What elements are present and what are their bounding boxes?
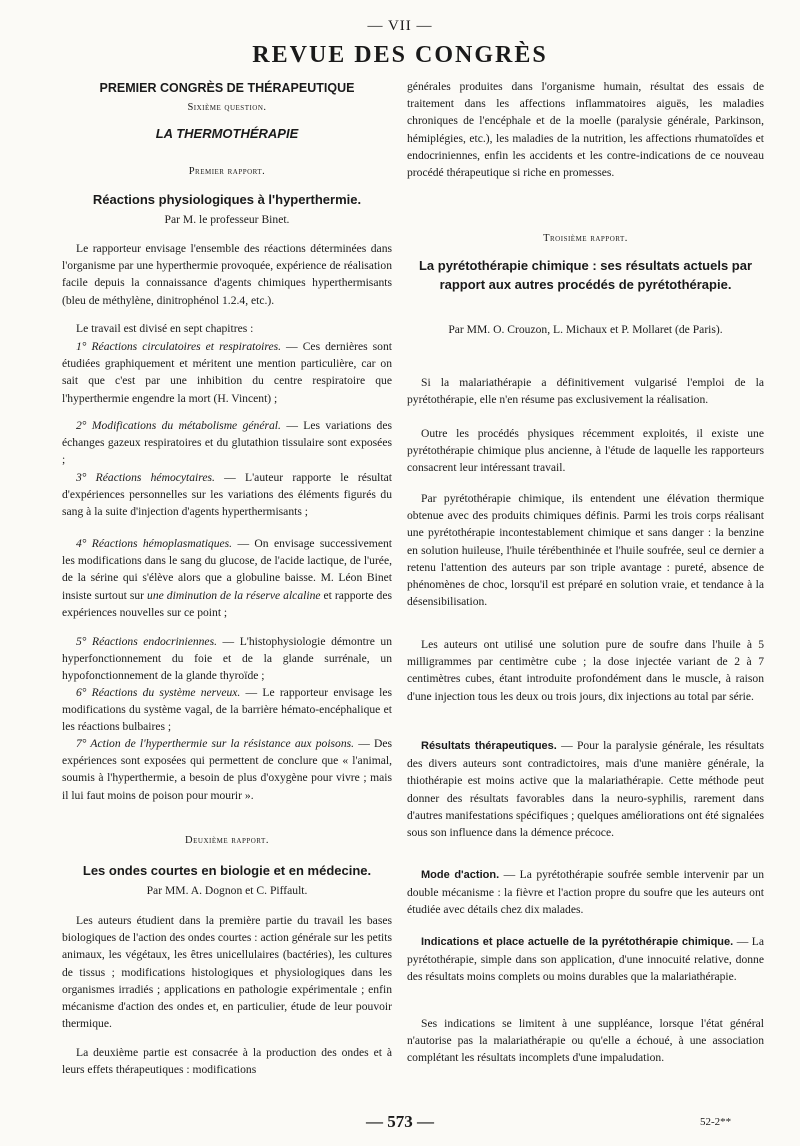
mode-text: — La pyrétothérapie soufrée semble intervenir par un double mécanisme : la fièvre et l'action propre du soufre que les auteurs ont étudiée avec détails chez dix malades. [407,868,764,917]
subject-heading: LA THERMOTHÉRAPIE [155,126,299,141]
mode-heading: Mode d'action. [421,869,500,881]
chapter-4-text-end: et rapporte des expériences nouvelles sur ce point ; [62,588,392,619]
chapter-4-emphasis: une diminution de la réserve alcaline [147,588,321,602]
report3-title: La pyrétothérapie chimique : ses résultats actuels par rapport aux autres procédés de pyrétothérapie. [418,258,753,292]
report1-title: Réactions physiologiques à l'hyperthermie. [92,192,362,207]
chapter-3 [62,469,392,521]
indications-text: — La pyrétothérapie, simple dans son application, d'une innocuité relative, donne des résultats moins complets ou moins durables que la malariathérapie. [407,935,764,984]
chapter-4 [62,535,392,621]
report2-para1: Les auteurs étudient dans la première partie du travail les bases biologiques de l'action des ondes courtes : action générale sur les petits animaux, les végétaux, les êtres unicellulaires (bactéries), les cultures de tissus ; modifications histologiques et physiologiques dans les organismes irradiés ; applications en pathologie expérimentale ; enfin mécanisme d'action des ondes et, en particulier, étude de leur pouvoir thermique. [62,914,392,1031]
results-heading: Résultats thérapeutiques. [421,740,557,752]
mode-section [407,866,764,919]
chapter-1-text: — Ces dernières sont étudiées graphiquement et méritent une mention particulière, car on sait que c'est par une inhibition du centre respiratoire que l'hyperthermie engendre la mort (H. Vincent) ; [62,340,392,405]
chapter-1-head: 1° Réactions circulatoires et respiratoires. [76,340,282,353]
report2-author: Par MM. A. Dognon et C. Piffault. [146,884,308,897]
page-title: REVUE DES CONGRÈS [252,42,548,68]
chapter-5-head: 5° Réactions endocriniennes. [76,635,217,648]
report2-label: Deuxième rapport. [185,835,269,846]
chapter-2-head: 2° Modifications du métabolisme général. [76,419,281,432]
chapter-6-head: 6° Réactions du système nerveux. [76,686,241,699]
chapter-6 [62,684,392,736]
report2-para2: La deuxième partie est consacrée à la production des ondes et à leurs effets thérapeutiques : modifications [62,1046,392,1077]
report3-para2: Outre les procédés physiques récemment exploités, il existe une pyrétothérapie chimique plus ancienne, à l'étude de laquelle les rapporteurs consacrent leur intéressant travail. [407,427,764,475]
report3-author: Par MM. O. Crouzon, L. Michaux et P. Mollaret (de Paris). [448,323,723,336]
chapter-4-text: — On envisage successivement les modifications dans le sang du glucose, de l'acide lactique, de l'urée, de la sérine qui s'élève alors que a globuline baisse. M. Léon Binet insiste surtout sur [62,537,392,602]
chapter-7-text: — Des expériences sont exposées qui permettent de conclure que « l'animal, soumis à l'hyperthermie, a besoin de plus d'oxygène pour vivre ; mais il lui faut moins de poison pour mourir ». [62,737,392,802]
chapter-2 [62,417,392,469]
chapter-3-text: — L'auteur rapporte le résultat d'expériences personnelles sur les variations des éléments figurés du sang à la suite d'injection d'agents hyperthermisants ; [62,471,392,519]
chapter-4-head: 4° Réactions hémoplasmatiques. [76,537,233,550]
chapter-6-text: — Le rapporteur envisage les modifications du système vagal, de la barrière hémato-encéphalique et les réactions bulbaires ; [62,686,392,734]
report3-para5: Ses indications se limitent à une suppléance, lorsque l'état général n'autorise pas la malariathérapie ou qu'elle a échoué, à une association complétant les résultats incomplets d'une impaludation. [407,1017,764,1065]
indications-section [407,933,764,986]
report1-label: Premier rapport. [188,166,266,177]
report1-author: Par M. le professeur Binet. [164,213,290,226]
page-number: — 573 — [366,1112,434,1131]
chapter-5 [62,633,392,685]
report1-para2: Le travail est divisé en sept chapitres : [76,322,254,335]
print-code: 52-2** [700,1116,732,1128]
chapter-7 [62,735,392,804]
page-top-number: — VII — [367,18,433,34]
report3-para4: Les auteurs ont utilisé une solution pure de soufre dans l'huile à 5 milligrammes par centimètre cube ; la dose injectée variant de 2 à 7 centimètres cubes, étant introduite profondément dans le muscle, à raison d'une injection tous les deux ou trois jours, dix injections au total par série. [407,638,764,703]
report3-para1: Si la malariathérapie a définitivement vulgarisé l'emploi de la pyrétothérapie, elle n'en résume pas exclusivement la réalisation. [407,376,764,407]
chapter-5-text: — L'histophysiologie démontre un hyperfonctionnement du foie et de la glande surrénale, un hypofonctionnement de la glande thyroïde ; [62,635,392,683]
chapter-1 [62,338,392,407]
results-section [407,737,764,841]
chapter-7-head: 7° Action de l'hyperthermie sur la résistance aux poisons. [76,737,355,750]
chapter-2-text: — Les variations des échanges gazeux respiratoires et du glutathion tissulaire sont exposées ; [62,419,392,467]
indications-heading: Indications et place actuelle de la pyrétothérapie chimique. [421,936,734,948]
report3-label: Troisième rapport. [543,233,628,244]
question-label: Sixième question. [187,102,267,113]
report2-title: Les ondes courtes en biologie et en médecine. [82,863,372,878]
report3-para3: Par pyrétothérapie chimique, ils entendent une élévation thermique obtenue avec des produits chimiques définis. Parmi les trois corps réalisant une pyrétothérapie incontestablement chimique et sans danger : la benzine en solution huileuse, l'huile térébenthinée et l'huile soufrée, seul ce dernier a retenu l'attention des auteurs par son triple avantage : pureté, absence de phénomènes de choc, lorsqu'il est préparé en solution vraie, et tendance à la désensibilisation. [407,492,764,609]
congress-heading: PREMIER CONGRÈS DE THÉRAPEUTIQUE [99,81,355,95]
results-text: — Pour la paralysie générale, les résultats des divers auteurs sont contradictoires, mais d'une manière générale, la thiothérapie est moins active que la malariathérapie. Cette méthode peut donner des résultats favorables dans la neuro-syphilis, rarement dans d'autres manifestations spécifiques ; quelques améliorations ont été signalées sous son influence dans la démence précoce. [407,739,765,840]
report1-para1: Le rapporteur envisage l'ensemble des réactions déterminées dans l'organisme par une hyperthermie provoquée, expérience de réalisation facile depuis la connaissance d'agents chimiques hyperthermisants (bleu de méthylène, dinitrophénol 1.2.4, etc.). [62,242,392,307]
chapter-3-head: 3° Réactions hémocytaires. [76,471,215,484]
report2-continuation: générales produites dans l'organisme humain, résultat des essais de traitement dans les affections inflammatoires aiguës, les maladies chroniques de l'encéphale et de la moelle (paralysie générale, Parkinson, hémiplégies, etc.), les maladies de la nutrition, les affections rhumatoïdes et endocriniennes, enfin les accidents et les contre-indications de ce nouveau procédé thérapeutique si riche en promesses. [407,80,764,180]
